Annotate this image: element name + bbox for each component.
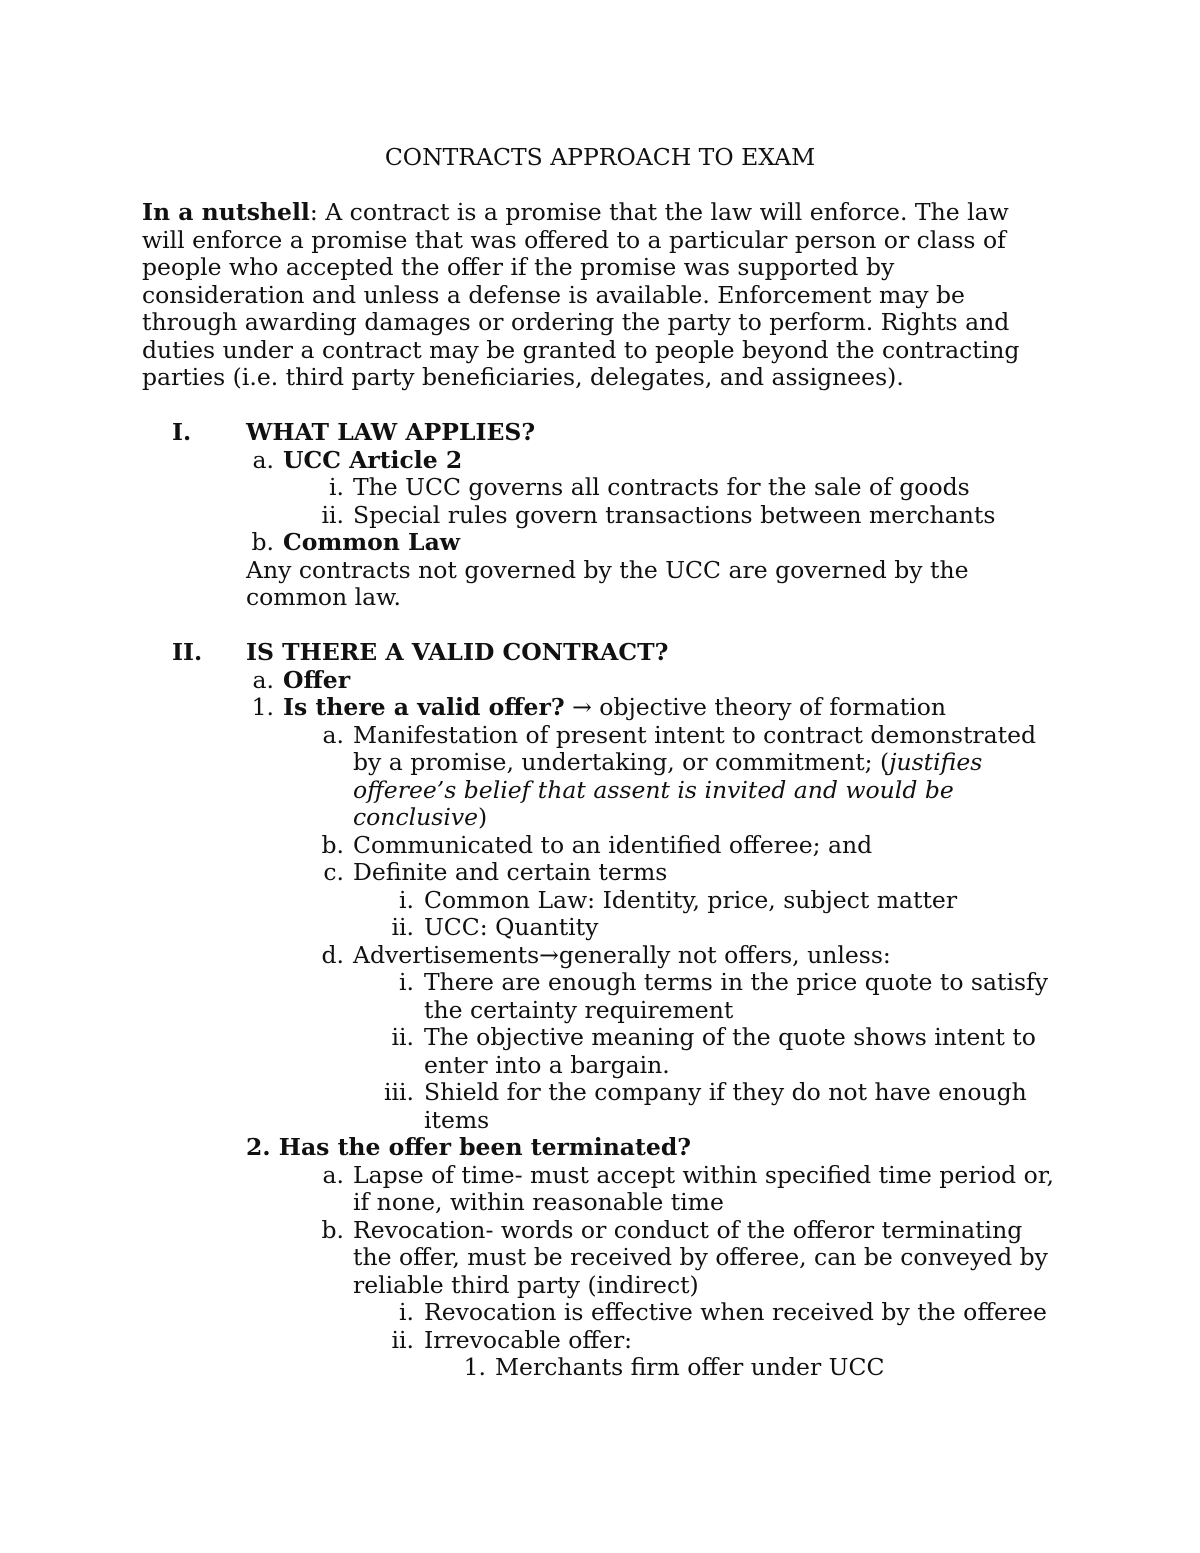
q1-d-i-line-2: the certainty requirement bbox=[424, 996, 734, 1024]
intro-line-6: duties under a contract may be granted to people beyond the contracting bbox=[142, 336, 1020, 364]
s1-a-marker: a. bbox=[252, 446, 274, 474]
s1-b-label: Common Law bbox=[283, 528, 461, 556]
q1-d-i-marker: i. bbox=[399, 968, 414, 996]
intro-line-7: parties (i.e. third party beneficiaries, delegates, and assignees). bbox=[142, 363, 904, 391]
q1-line bbox=[283, 693, 946, 721]
q1-c-ii-text: UCC: Quantity bbox=[424, 913, 599, 941]
s1-b-text-2: common law. bbox=[246, 583, 401, 611]
q1-b-text: Communicated to an identified offeree; and bbox=[353, 831, 873, 859]
q1-rest: → objective theory of formation bbox=[564, 693, 946, 721]
q1-c-text: Definite and certain terms bbox=[353, 858, 668, 886]
q1-d-ii-line-2: enter into a bargain. bbox=[424, 1051, 670, 1079]
section-1-number: I. bbox=[172, 418, 192, 446]
q2-a-line-2: if none, within reasonable time bbox=[353, 1188, 724, 1216]
q1-d-iii-line-2: items bbox=[424, 1106, 490, 1134]
s1-a-i-text: The UCC governs all contracts for the sale of goods bbox=[353, 473, 970, 501]
q1-a-line-1: Manifestation of present intent to contract demonstrated bbox=[353, 721, 1037, 749]
q2-b-line-1: Revocation- words or conduct of the offeror terminating bbox=[353, 1216, 1023, 1244]
s1-a-ii-text: Special rules govern transactions between merchants bbox=[353, 501, 996, 529]
q1-b-marker: b. bbox=[321, 831, 344, 859]
q1-a-line-4-italic: conclusive bbox=[353, 803, 479, 831]
q1-c-i-marker: i. bbox=[399, 886, 414, 914]
intro-colon: : bbox=[309, 198, 318, 226]
q2-b-i-marker: i. bbox=[399, 1298, 414, 1326]
q1-a-line-3: offeree’s belief that assent is invited and would be bbox=[353, 776, 954, 804]
q1-d-iii-marker: iii. bbox=[383, 1078, 414, 1106]
q1-d-marker: d. bbox=[321, 941, 344, 969]
q1-c-i-text: Common Law: Identity, price, subject matter bbox=[424, 886, 958, 914]
intro-line-4: consideration and unless a defense is available. Enforcement may be bbox=[142, 281, 965, 309]
q2-b-line-2: the offer, must be received by offeree, can be conveyed by bbox=[353, 1243, 1048, 1271]
q2-b-ii-1-marker: 1. bbox=[463, 1353, 486, 1381]
section-1-heading: WHAT LAW APPLIES? bbox=[246, 418, 536, 446]
s1-a-ii-marker: ii. bbox=[321, 501, 344, 529]
q1-a-line-2-plain: by a promise, undertaking, or commitment; ( bbox=[353, 748, 890, 776]
q2-a-line-1: Lapse of time- must accept within specified time period or, bbox=[353, 1161, 1054, 1189]
q1-a-line-4-plain: ) bbox=[478, 803, 488, 831]
q2-a-marker: a. bbox=[322, 1161, 344, 1189]
section-2-number: II. bbox=[172, 638, 203, 666]
q2-b-ii-text: Irrevocable offer: bbox=[424, 1326, 633, 1354]
intro-line-2: will enforce a promise that was offered to a particular person or class of bbox=[142, 226, 1006, 254]
q1-a-marker: a. bbox=[322, 721, 344, 749]
s1-a-i-marker: i. bbox=[329, 473, 344, 501]
section-2-heading: IS THERE A VALID CONTRACT? bbox=[246, 638, 669, 666]
q1-d-ii-marker: ii. bbox=[391, 1023, 414, 1051]
q1-label: Is there a valid offer? bbox=[283, 693, 565, 721]
s2-a-label: Offer bbox=[283, 666, 351, 694]
q1-c-marker: c. bbox=[323, 858, 344, 886]
intro-text-1: A contract is a promise that the law will enforce. The law bbox=[325, 198, 1009, 226]
intro-line-5: through awarding damages or ordering the party to perform. Rights and bbox=[142, 308, 1010, 336]
s1-b-text-1: Any contracts not governed by the UCC are governed by the bbox=[246, 556, 969, 584]
q1-d-i-line-1: There are enough terms in the price quote to satisfy bbox=[424, 968, 1049, 996]
q1-d-iii-line-1: Shield for the company if they do not have enough bbox=[424, 1078, 1027, 1106]
q2-b-ii-1-text: Merchants firm offer under UCC bbox=[495, 1353, 885, 1381]
q2-b-marker: b. bbox=[321, 1216, 344, 1244]
q1-a-line-2-italic: justifies bbox=[889, 748, 983, 776]
q2-b-ii-marker: ii. bbox=[391, 1326, 414, 1354]
intro-line-3: people who accepted the offer if the promise was supported by bbox=[142, 253, 895, 281]
q1-d-ii-line-1: The objective meaning of the quote shows intent to bbox=[424, 1023, 1036, 1051]
q1-a-line-4 bbox=[353, 803, 487, 831]
q2-marker: 2. bbox=[246, 1133, 271, 1161]
q1-c-ii-marker: ii. bbox=[391, 913, 414, 941]
intro-label: In a nutshell bbox=[142, 198, 310, 226]
q2-b-i-text: Revocation is effective when received by the offeree bbox=[424, 1298, 1047, 1326]
q2-label: Has the offer been terminated? bbox=[278, 1133, 692, 1161]
q2-line bbox=[246, 1133, 691, 1161]
q1-d-text: Advertisements→generally not offers, unless: bbox=[353, 941, 891, 969]
q2-b-line-3: reliable third party (indirect) bbox=[353, 1271, 699, 1299]
page-title: CONTRACTS APPROACH TO EXAM bbox=[384, 143, 816, 171]
s1-a-label: UCC Article 2 bbox=[283, 446, 463, 474]
q1-marker: 1. bbox=[251, 693, 274, 721]
s1-b-marker: b. bbox=[251, 528, 274, 556]
q1-a-line-2 bbox=[353, 748, 982, 776]
intro-line-1 bbox=[142, 198, 1009, 226]
s2-a-marker: a. bbox=[252, 666, 274, 694]
